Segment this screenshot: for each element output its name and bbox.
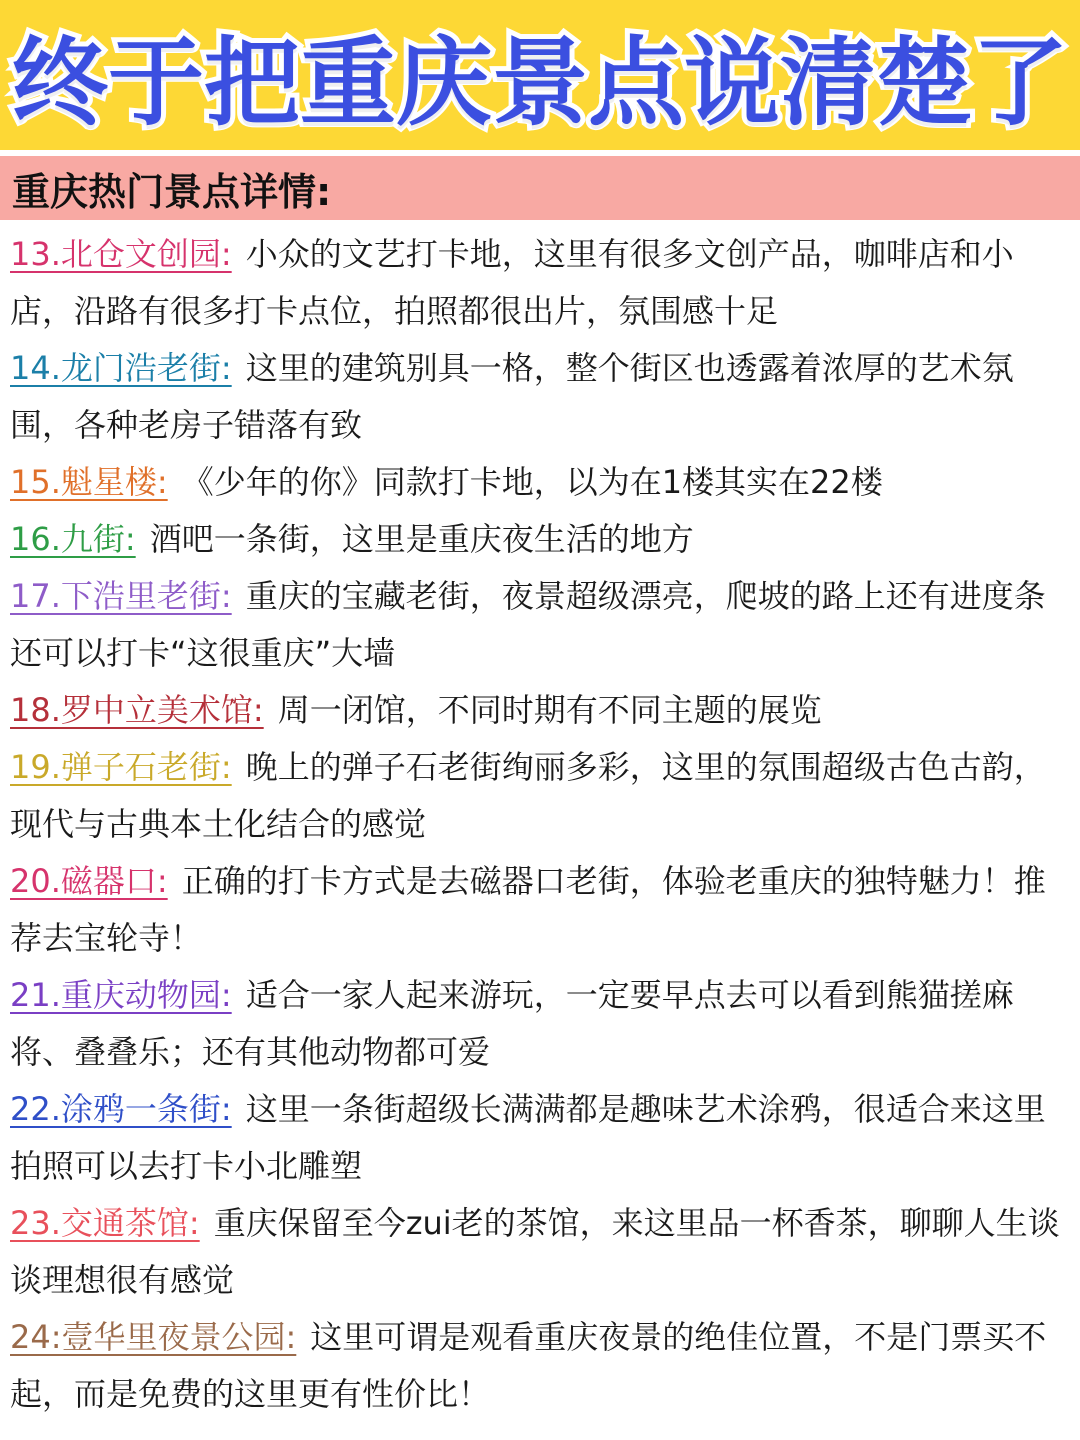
list-item bbox=[10, 568, 1064, 682]
item-label: 13.北仓文创园: bbox=[10, 235, 232, 273]
item-description: 晚上的弹子石老街绚丽多彩，这里的氛围超级古色古韵，现代与古典本土化结合的感觉 bbox=[10, 748, 1046, 843]
section-title: 重庆热门景点详情: bbox=[12, 169, 332, 214]
item-label: 16.九街: bbox=[10, 520, 136, 558]
item-description: 酒吧一条街，这里是重庆夜生活的地方 bbox=[149, 520, 694, 558]
list-item bbox=[10, 1309, 1064, 1423]
item-label: 23.交通茶馆: bbox=[10, 1204, 200, 1242]
page-title: 终于把重庆景点说清楚了 bbox=[12, 26, 1068, 139]
list-item bbox=[10, 853, 1064, 967]
list-item bbox=[10, 511, 1064, 568]
list-item bbox=[10, 1195, 1064, 1309]
list-item bbox=[10, 1081, 1064, 1195]
item-description: 正确的打卡方式是去磁器口老街，体验老重庆的独特魅力！推荐去宝轮寺！ bbox=[10, 862, 1046, 957]
title-banner bbox=[0, 0, 1080, 150]
item-description: 这里的建筑别具一格，整个街区也透露着浓厚的艺术氛围，各种老房子错落有致 bbox=[10, 349, 1014, 444]
item-label: 21.重庆动物园: bbox=[10, 976, 232, 1014]
list-item bbox=[10, 226, 1064, 340]
item-label: 19.弹子石老街: bbox=[10, 748, 232, 786]
item-description: 《少年的你》同款打卡地，以为在1楼其实在22楼 bbox=[181, 463, 883, 501]
item-label: 15.魁星楼: bbox=[10, 463, 168, 501]
item-description: 适合一家人起来游玩，一定要早点去可以看到熊猫搓麻将、叠叠乐；还有其他动物都可爱 bbox=[10, 976, 1014, 1071]
list-item bbox=[10, 340, 1064, 454]
list-item bbox=[10, 454, 1064, 511]
item-description: 周一闭馆，不同时期有不同主题的展览 bbox=[277, 691, 822, 729]
list-item bbox=[10, 682, 1064, 739]
list-item bbox=[10, 967, 1064, 1081]
item-label: 14.龙门浩老街: bbox=[10, 349, 232, 387]
item-label: 24:壹华里夜景公园: bbox=[10, 1318, 297, 1356]
item-description: 这里可谓是观看重庆夜景的绝佳位置，不是门票买不起，而是免费的这里更有性价比！ bbox=[10, 1318, 1047, 1413]
attraction-list bbox=[0, 220, 1080, 1423]
item-description: 小众的文艺打卡地，这里有很多文创产品，咖啡店和小店，沿路有很多打卡点位，拍照都很出片，氛围感十足 bbox=[10, 235, 1014, 330]
item-label: 22.涂鸦一条街: bbox=[10, 1090, 232, 1128]
item-description: 重庆的宝藏老街，夜景超级漂亮，爬坡的路上还有进度条还可以打卡“这很重庆”大墙 bbox=[10, 577, 1046, 672]
item-label: 17.下浩里老街: bbox=[10, 577, 232, 615]
list-item bbox=[10, 739, 1064, 853]
item-description: 这里一条街超级长满满都是趣味艺术涂鸦，很适合来这里拍照可以去打卡小北雕塑 bbox=[10, 1090, 1046, 1185]
section-header bbox=[0, 156, 1080, 220]
item-label: 20.磁器口: bbox=[10, 862, 168, 900]
item-description: 重庆保留至今zui老的茶馆，来这里品一杯香茶，聊聊人生谈谈理想很有感觉 bbox=[10, 1204, 1060, 1299]
item-label: 18.罗中立美术馆: bbox=[10, 691, 264, 729]
